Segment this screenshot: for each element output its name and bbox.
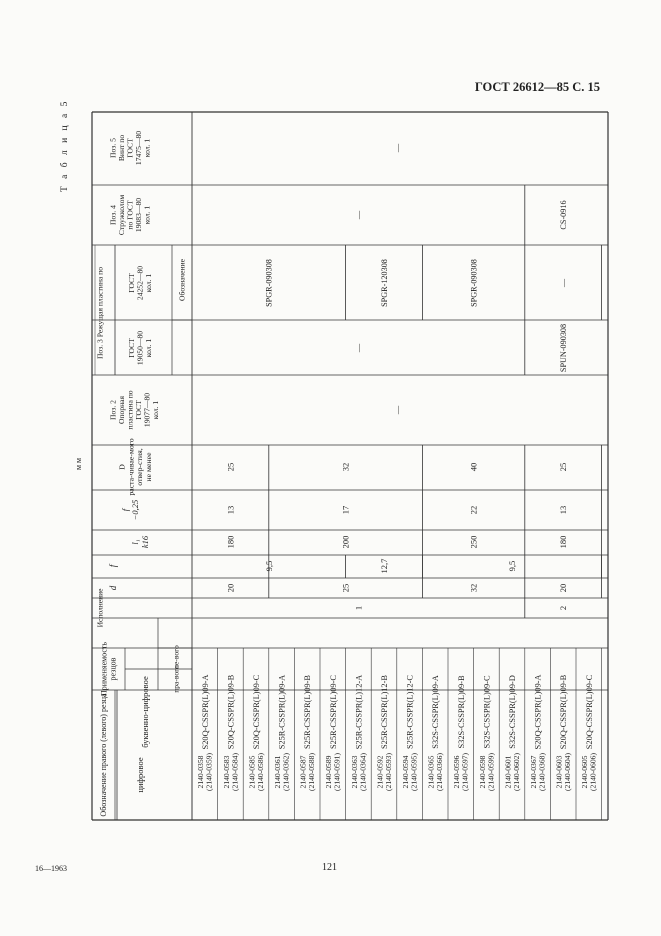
cell-l1-text: 180 bbox=[558, 535, 569, 549]
row-numeric-text: (2140-0588) bbox=[307, 753, 317, 791]
row-code-text: S32S-CSSPR(L)09-B bbox=[456, 675, 466, 749]
header-D-text: раста-чивае-мого bbox=[126, 438, 136, 496]
cell-version bbox=[353, 606, 363, 610]
row-numeric-text: 2140-0583 bbox=[221, 755, 231, 789]
row-numeric-text: 2140-0589 bbox=[324, 755, 334, 789]
row-code bbox=[457, 675, 466, 748]
page-header: ГОСТ 26612—85 С. 15 bbox=[474, 80, 600, 94]
cell-D bbox=[341, 463, 351, 472]
header-left-text: ле-вого bbox=[171, 645, 181, 669]
row-numeric bbox=[196, 753, 214, 791]
header-f1-text: −0,25 bbox=[129, 499, 140, 521]
header-D bbox=[118, 438, 153, 495]
row-numeric-text: 2140-0592 bbox=[375, 755, 385, 789]
row-numeric-text: 2140-0363 bbox=[349, 755, 359, 789]
cell-pos3b-text: SPGR-120308 bbox=[379, 259, 389, 307]
header-left bbox=[172, 645, 181, 669]
header-pos3a-text: ГОСТ bbox=[127, 338, 137, 358]
cell-pos5-text: — bbox=[391, 143, 402, 153]
cell-D bbox=[225, 463, 235, 472]
header-d-text: d bbox=[108, 585, 119, 591]
cell-d bbox=[469, 584, 479, 593]
row-numeric-text: 2140-0596 bbox=[452, 755, 462, 789]
cell-pos4-text: — bbox=[353, 210, 364, 220]
header-numeric-text: цифровое bbox=[134, 757, 145, 793]
row-code-text: S25R-CSSPR(L)09-C bbox=[328, 675, 338, 749]
header-pos2-text: кол. 1 bbox=[150, 400, 160, 420]
cell-pos3a bbox=[559, 324, 568, 372]
footer-code: 16—1963 bbox=[35, 864, 67, 873]
row-code-text: S25R-CSSPR(L)09-A bbox=[277, 674, 287, 750]
cell-pos4 bbox=[353, 210, 363, 220]
row-numeric bbox=[324, 753, 342, 791]
cell-l1 bbox=[225, 536, 235, 549]
cell-d-text: 32 bbox=[468, 583, 479, 593]
row-numeric-text: (2140-0584) bbox=[230, 753, 240, 791]
header-numeric bbox=[135, 757, 145, 792]
row-numeric-text: (2140-0366) bbox=[435, 753, 445, 791]
header-pos3-designation-text: Обозначение bbox=[177, 259, 187, 301]
cell-pos4-text: CS-0916 bbox=[559, 200, 569, 230]
row-code bbox=[559, 674, 568, 749]
header-pos3b-text: 24252—80 bbox=[135, 265, 145, 301]
cell-pos2-text: — bbox=[391, 405, 402, 415]
cell-l1-text: 180 bbox=[225, 535, 236, 549]
row-code-text: S25R-CSSPR(L)12-C bbox=[405, 675, 415, 749]
row-numeric bbox=[452, 753, 470, 791]
header-pos3a bbox=[127, 331, 153, 365]
row-code-text: S32S-CSSPR(L)09-C bbox=[482, 675, 492, 749]
cell-f bbox=[507, 561, 517, 572]
row-code-text: S25R-CSSPR(L)12-B bbox=[379, 675, 389, 749]
row-numeric-text: 2140-0605 bbox=[580, 755, 590, 789]
row-numeric-text: 2140-0594 bbox=[401, 755, 411, 789]
cell-pos3b bbox=[380, 259, 389, 307]
row-numeric bbox=[478, 753, 496, 791]
row-code bbox=[380, 675, 389, 749]
header-pos5-text: 17475—80 bbox=[134, 130, 144, 166]
cell-f1-text: 22 bbox=[468, 505, 479, 515]
row-code-text: S20Q-CSSPR(L)09-B bbox=[226, 674, 236, 750]
header-version-text: Исполнение bbox=[95, 588, 105, 628]
cell-pos3a-text: SPUN-090308 bbox=[559, 323, 569, 373]
header-applicability-text: Применяемость bbox=[99, 641, 109, 697]
header-pos5 bbox=[109, 131, 152, 165]
row-code bbox=[585, 674, 594, 749]
header-f-text: f bbox=[108, 564, 119, 568]
header-pos3b-text: кол. 1 bbox=[144, 273, 154, 293]
cell-l1 bbox=[341, 536, 351, 549]
row-numeric-text: 2140-0603 bbox=[554, 755, 564, 789]
header-pos4-text: по ГОСТ bbox=[125, 200, 135, 230]
header-alphanumeric bbox=[140, 676, 150, 748]
header-pos5-text: ГОСТ bbox=[125, 138, 135, 158]
header-pos3a-text: кол. 1 bbox=[144, 338, 154, 358]
row-code-text: S20Q-CSSPR(L)09-A bbox=[533, 674, 543, 750]
row-numeric-text: 2140-0358 bbox=[196, 755, 206, 789]
row-numeric-text: (2140-0602) bbox=[511, 753, 521, 791]
cell-d-text: 20 bbox=[225, 583, 236, 593]
cell-f bbox=[264, 561, 274, 572]
cell-d bbox=[558, 584, 568, 593]
table-label: Т а б л и ц а 5 bbox=[60, 99, 70, 192]
row-code-text: S32S-CSSPR(L)09-D bbox=[507, 675, 517, 749]
row-code-text: S20Q-CSSPR(L)09-A bbox=[200, 674, 210, 750]
row-numeric-text: (2140-0359) bbox=[204, 753, 214, 791]
row-numeric-text: (2140-0586) bbox=[255, 753, 265, 791]
row-numeric bbox=[247, 753, 265, 791]
row-code bbox=[534, 675, 543, 750]
row-numeric bbox=[350, 753, 368, 791]
cell-d bbox=[225, 584, 235, 593]
header-pos2-text: Опорная bbox=[116, 395, 126, 425]
header-d bbox=[108, 585, 118, 590]
header-pos5-text: Поз. 5 bbox=[108, 138, 118, 158]
row-numeric-text: (2140-0593) bbox=[383, 753, 393, 791]
header-D-text: отвер-стия, bbox=[135, 448, 145, 486]
row-numeric bbox=[503, 753, 521, 791]
cell-f-text: 9,5 bbox=[506, 560, 517, 572]
row-numeric-text: (2140-0364) bbox=[358, 753, 368, 791]
header-pos4-text: 19083—80 bbox=[134, 197, 144, 233]
cell-f-text: 9,5 bbox=[263, 560, 274, 572]
row-code-text: S25R-CSSPR(L)12-A bbox=[354, 674, 364, 750]
row-code-text: S20Q-CSSPR(L)09-B bbox=[559, 674, 569, 750]
cell-l1-text: 250 bbox=[468, 535, 479, 549]
row-numeric-text: (2140-0591) bbox=[332, 753, 342, 791]
header-f1 bbox=[120, 500, 140, 521]
header-pos3b-text: ГОСТ bbox=[127, 273, 137, 293]
cell-f1 bbox=[558, 506, 568, 515]
row-numeric-text: 2140-0601 bbox=[503, 755, 513, 789]
row-code bbox=[406, 675, 415, 749]
cell-pos3b bbox=[469, 259, 478, 307]
header-applicability bbox=[99, 642, 117, 696]
header-pos3-designation bbox=[178, 258, 187, 301]
header-pos3 bbox=[96, 267, 105, 359]
cell-f bbox=[379, 559, 389, 574]
row-numeric bbox=[299, 753, 317, 791]
cell-d bbox=[341, 584, 351, 593]
row-numeric-text: 2140-0598 bbox=[477, 755, 487, 789]
cell-f1 bbox=[225, 506, 235, 515]
row-code bbox=[354, 675, 363, 749]
row-numeric bbox=[555, 753, 573, 791]
cell-pos3a bbox=[353, 343, 363, 353]
cell-pos3a-text: — bbox=[353, 343, 364, 353]
cell-d-text: 25 bbox=[340, 583, 351, 593]
cell-version-text: 2 bbox=[558, 605, 569, 611]
row-numeric-text: 2140-0361 bbox=[273, 755, 283, 789]
header-pos2-text: пластина по bbox=[125, 390, 135, 430]
header-version bbox=[96, 588, 105, 628]
cell-D bbox=[469, 463, 479, 472]
cell-l1 bbox=[469, 536, 479, 549]
row-numeric-text: (2140-0595) bbox=[409, 753, 419, 791]
header-f1-text: f bbox=[120, 508, 131, 512]
row-numeric bbox=[273, 753, 291, 791]
cell-d-text: 20 bbox=[558, 583, 569, 593]
header-pos4-text: кол. 1 bbox=[142, 205, 152, 225]
row-numeric-text: (2140-0599) bbox=[486, 753, 496, 791]
row-code-text: S25R-CSSPR(L)09-B bbox=[303, 675, 313, 749]
header-D-text: не менее bbox=[143, 452, 153, 482]
cell-version-text: 1 bbox=[353, 605, 364, 611]
row-numeric-text: (2140-0604) bbox=[563, 753, 573, 791]
cell-pos3b-text: SPGR-090308 bbox=[264, 259, 274, 307]
header-pos2-text: 19077—80 bbox=[142, 392, 152, 428]
row-numeric bbox=[401, 753, 419, 791]
row-code bbox=[201, 675, 210, 750]
row-numeric-text: 2140-0585 bbox=[247, 755, 257, 789]
row-numeric-text: 2140-0367 bbox=[529, 755, 539, 789]
row-numeric bbox=[580, 753, 598, 791]
row-code bbox=[226, 674, 235, 749]
cell-l1 bbox=[558, 536, 568, 549]
row-numeric bbox=[427, 753, 445, 791]
header-designation bbox=[99, 693, 108, 817]
cell-version bbox=[558, 606, 568, 610]
cell-f-text: 12,7 bbox=[378, 558, 389, 574]
cell-pos3b bbox=[265, 259, 274, 307]
row-numeric-text: 2140-0365 bbox=[426, 755, 436, 789]
header-pos4 bbox=[109, 195, 152, 235]
cell-f1 bbox=[341, 506, 351, 515]
row-code bbox=[252, 674, 261, 749]
row-code-text: S20Q-CSSPR(L)09-C bbox=[584, 674, 594, 750]
row-code-text: S20Q-CSSPR(L)09-C bbox=[251, 674, 261, 750]
header-l1-text: l₁ bbox=[130, 539, 141, 545]
row-code bbox=[329, 675, 338, 749]
cell-D-text: 40 bbox=[468, 462, 479, 472]
header-right-text: пра-вого bbox=[171, 665, 181, 693]
row-code bbox=[303, 675, 312, 749]
cell-f1-text: 13 bbox=[225, 505, 236, 515]
header-pos4-text: Поз. 4 bbox=[108, 205, 118, 225]
header-D-text: D bbox=[117, 464, 127, 470]
row-numeric bbox=[375, 753, 393, 791]
cell-pos2 bbox=[392, 405, 402, 415]
cell-l1-text: 200 bbox=[340, 535, 351, 549]
header-pos3a-text: 19050—80 bbox=[135, 330, 145, 366]
header-l1 bbox=[130, 535, 150, 548]
row-code bbox=[278, 675, 287, 749]
row-numeric-text: (2140-0597) bbox=[460, 753, 470, 791]
cell-pos3b-text: SPGR-090308 bbox=[469, 259, 479, 307]
header-pos3-text: Поз. 3 Режущая пластина по bbox=[95, 266, 105, 360]
row-numeric-text: (2140-0368) bbox=[537, 753, 547, 791]
header-applicability-text: резцов bbox=[108, 657, 118, 681]
row-numeric bbox=[529, 753, 547, 791]
cell-f1-text: 13 bbox=[558, 505, 569, 515]
header-l1-text: k16 bbox=[139, 535, 150, 549]
cell-D-text: 25 bbox=[225, 462, 236, 472]
cell-pos5 bbox=[392, 143, 402, 153]
cell-D-text: 32 bbox=[340, 462, 351, 472]
cell-D bbox=[558, 463, 568, 472]
header-pos2-text: Поз. 2 bbox=[108, 400, 118, 420]
cell-f1-text: 17 bbox=[340, 505, 351, 515]
header-pos4-text: Стружколом bbox=[117, 194, 127, 236]
row-numeric-text: 2140-0587 bbox=[298, 755, 308, 789]
units-label: мм bbox=[74, 455, 83, 470]
row-code-text: S32S-CSSPR(L)09-A bbox=[431, 675, 441, 749]
header-f bbox=[108, 563, 118, 567]
header-pos3b bbox=[127, 266, 153, 300]
row-code bbox=[508, 675, 517, 749]
row-numeric bbox=[222, 753, 240, 791]
header-designation-text: Обозначение правого (левого) резца bbox=[98, 693, 108, 817]
row-numeric-text: (2140-0606) bbox=[588, 753, 598, 791]
cell-f1 bbox=[469, 506, 479, 515]
cell-pos3b-text: — bbox=[559, 278, 569, 288]
cell-D-text: 25 bbox=[558, 462, 569, 472]
cell-pos3b bbox=[559, 278, 568, 288]
row-code bbox=[482, 675, 491, 748]
header-pos2 bbox=[108, 390, 160, 429]
page-number: 121 bbox=[322, 862, 337, 873]
cell-pos4 bbox=[559, 200, 568, 229]
header-pos2-text: ГОСТ bbox=[133, 400, 143, 420]
row-code bbox=[431, 675, 440, 749]
header-pos5-text: кол. 1 bbox=[142, 138, 152, 158]
header-alphanumeric-text: буквенно-цифровое bbox=[139, 676, 150, 748]
header-pos5-text: Винт по bbox=[117, 134, 127, 162]
row-numeric-text: (2140-0362) bbox=[281, 753, 291, 791]
